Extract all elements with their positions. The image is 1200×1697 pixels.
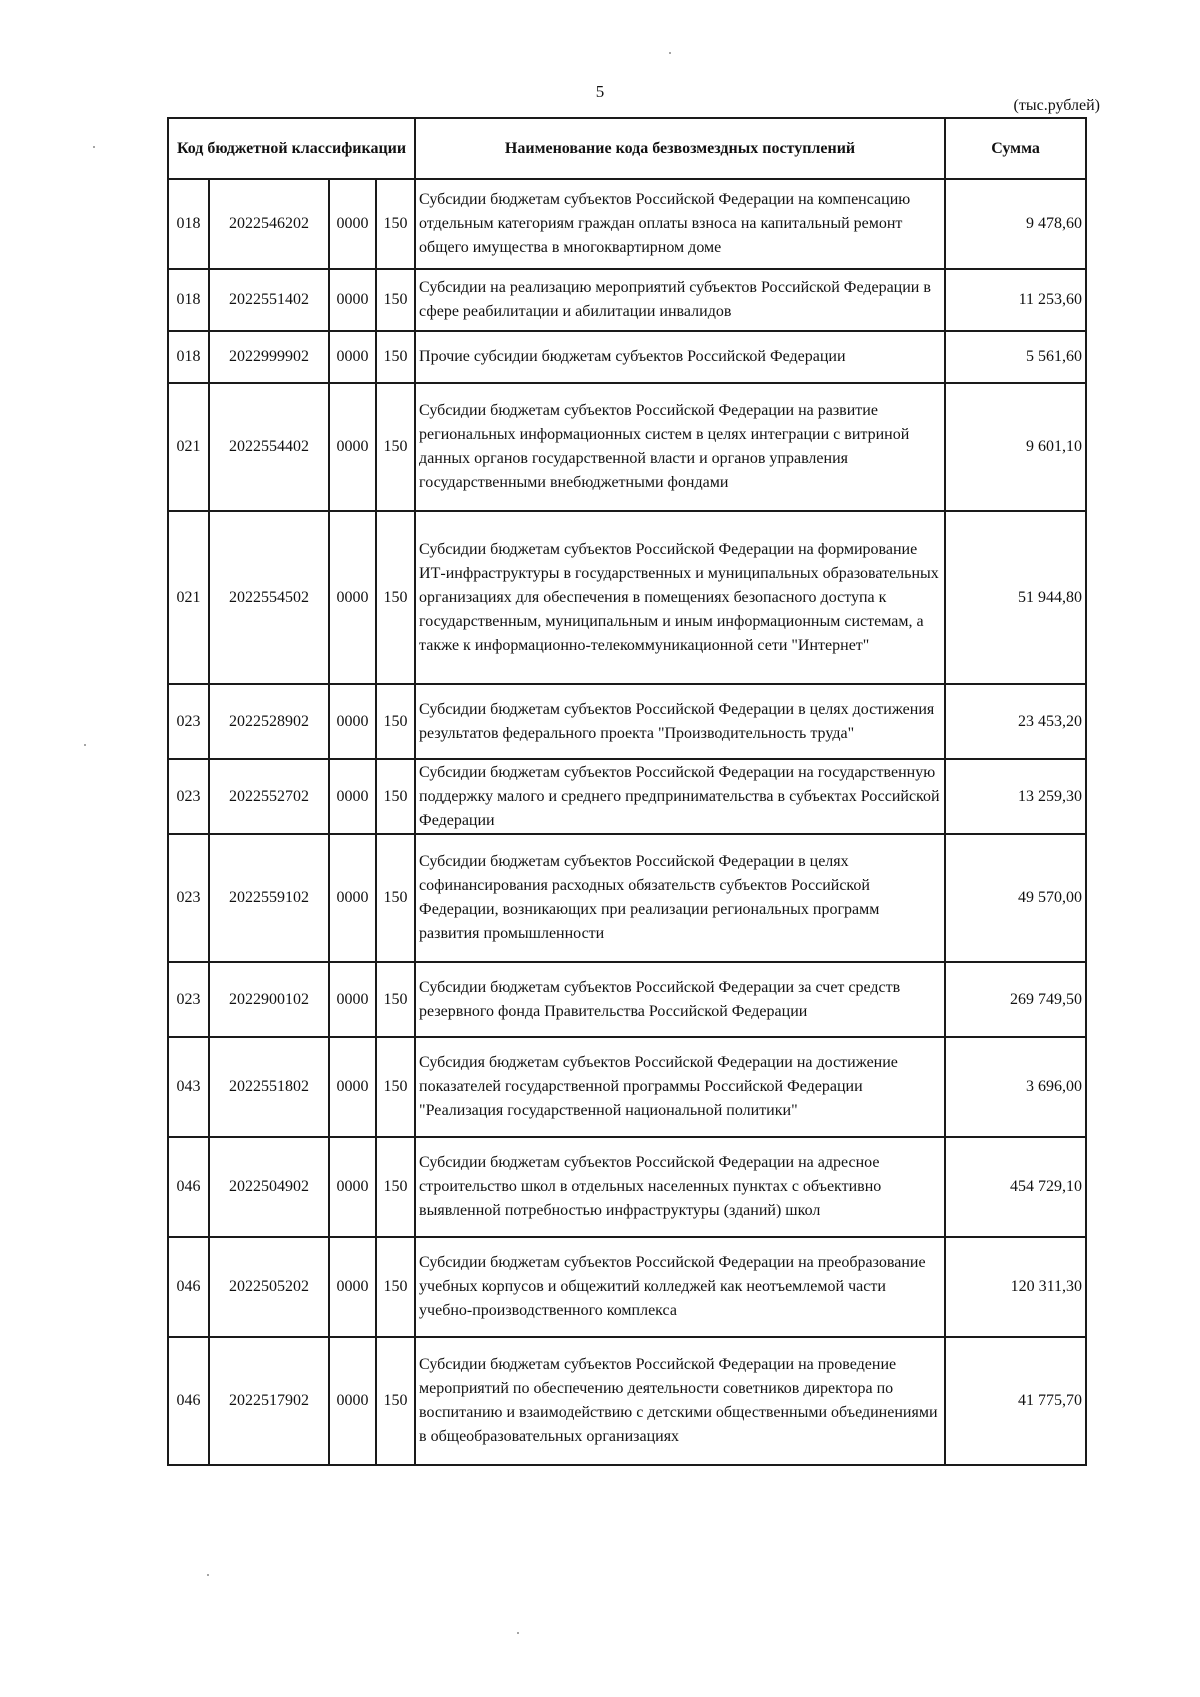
name-cell: Субсидии бюджетам субъектов Российской Федерации на формирование ИТ-инфраструктуры в государственных и муниципальных образовательных организациях для обеспечения в помещениях безопасного доступа к государственным, муниципальным и иным информационным системам, а также к информационно-телекоммуникационной сети "Интернет"	[415, 511, 945, 684]
sum-cell: 454 729,10	[945, 1137, 1086, 1237]
admin-code-cell: 043	[168, 1037, 209, 1137]
subtype-code-cell: 0000	[329, 1337, 376, 1465]
table-row	[168, 1137, 1086, 1237]
budget-code-cell: 2022504902	[209, 1137, 329, 1237]
budget-code-cell: 2022900102	[209, 962, 329, 1037]
name-cell: Прочие субсидии бюджетам субъектов Российской Федерации	[415, 331, 945, 383]
budget-code-cell: 2022554502	[209, 511, 329, 684]
sum-cell: 3 696,00	[945, 1037, 1086, 1137]
kosgu-code-cell: 150	[376, 962, 415, 1037]
name-cell: Субсидии бюджетам субъектов Российской Федерации в целях достижения результатов федерального проекта "Производительность труда"	[415, 684, 945, 759]
admin-code-cell: 046	[168, 1237, 209, 1337]
table-row	[168, 179, 1086, 269]
kosgu-code-cell: 150	[376, 759, 415, 834]
admin-code-cell: 046	[168, 1337, 209, 1465]
admin-code-cell: 023	[168, 759, 209, 834]
budget-code-cell: 2022554402	[209, 383, 329, 511]
subtype-code-cell: 0000	[329, 1037, 376, 1137]
table-row	[168, 1037, 1086, 1137]
subtype-code-cell: 0000	[329, 331, 376, 383]
budget-code-cell: 2022546202	[209, 179, 329, 269]
admin-code-cell: 018	[168, 331, 209, 383]
subtype-code-cell: 0000	[329, 759, 376, 834]
kosgu-code-cell: 150	[376, 1237, 415, 1337]
subtype-code-cell: 0000	[329, 511, 376, 684]
admin-code-cell: 046	[168, 1137, 209, 1237]
sum-cell: 120 311,30	[945, 1237, 1086, 1337]
scan-speck	[517, 1632, 519, 1634]
table-row	[168, 511, 1086, 684]
sum-cell: 11 253,60	[945, 269, 1086, 331]
scan-speck	[207, 1574, 209, 1576]
header-sum: Сумма	[945, 118, 1086, 179]
name-cell: Субсидии бюджетам субъектов Российской Федерации на компенсацию отдельным категориям граждан оплаты взноса на капитальный ремонт общего имущества в многоквартирном доме	[415, 179, 945, 269]
kosgu-code-cell: 150	[376, 834, 415, 962]
name-cell: Субсидии бюджетам субъектов Российской Федерации на адресное строительство школ в отдельных населенных пунктах с объективно выявленной потребностью инфраструктуры (зданий) школ	[415, 1137, 945, 1237]
kosgu-code-cell: 150	[376, 1037, 415, 1137]
budget-code-cell: 2022505202	[209, 1237, 329, 1337]
budget-table	[167, 117, 1087, 1466]
kosgu-code-cell: 150	[376, 383, 415, 511]
budget-code-cell: 2022559102	[209, 834, 329, 962]
budget-code-cell: 2022528902	[209, 684, 329, 759]
units-note: (тыс.рублей)	[1013, 97, 1100, 114]
sum-cell: 51 944,80	[945, 511, 1086, 684]
header-name: Наименование кода безвозмездных поступлений	[415, 118, 945, 179]
kosgu-code-cell: 150	[376, 511, 415, 684]
subtype-code-cell: 0000	[329, 269, 376, 331]
subtype-code-cell: 0000	[329, 834, 376, 962]
kosgu-code-cell: 150	[376, 179, 415, 269]
subtype-code-cell: 0000	[329, 179, 376, 269]
sum-cell: 13 259,30	[945, 759, 1086, 834]
table-header-row	[168, 118, 1086, 179]
scan-speck	[84, 744, 86, 746]
scan-speck	[669, 52, 671, 54]
table-row	[168, 684, 1086, 759]
kosgu-code-cell: 150	[376, 331, 415, 383]
scan-speck	[93, 146, 95, 148]
name-cell: Субсидии бюджетам субъектов Российской Федерации за счет средств резервного фонда Правительства Российской Федерации	[415, 962, 945, 1037]
table-row	[168, 1237, 1086, 1337]
admin-code-cell: 023	[168, 834, 209, 962]
kosgu-code-cell: 150	[376, 1137, 415, 1237]
page-number: 5	[595, 82, 605, 101]
admin-code-cell: 021	[168, 511, 209, 684]
budget-code-cell: 2022552702	[209, 759, 329, 834]
sum-cell: 9 478,60	[945, 179, 1086, 269]
name-cell: Субсидии бюджетам субъектов Российской Федерации на развитие региональных информационных систем в целях интеграции с витриной данных органов государственной власти и органов управления государственными внебюджетными фондами	[415, 383, 945, 511]
table-row	[168, 1337, 1086, 1465]
admin-code-cell: 018	[168, 269, 209, 331]
table-row	[168, 759, 1086, 834]
header-code: Код бюджетной классификации	[168, 118, 415, 179]
subtype-code-cell: 0000	[329, 962, 376, 1037]
subtype-code-cell: 0000	[329, 684, 376, 759]
subtype-code-cell: 0000	[329, 383, 376, 511]
admin-code-cell: 023	[168, 962, 209, 1037]
name-cell: Субсидии на реализацию мероприятий субъектов Российской Федерации в сфере реабилитации и абилитации инвалидов	[415, 269, 945, 331]
sum-cell: 41 775,70	[945, 1337, 1086, 1465]
sum-cell: 269 749,50	[945, 962, 1086, 1037]
budget-code-cell: 2022551802	[209, 1037, 329, 1137]
admin-code-cell: 023	[168, 684, 209, 759]
kosgu-code-cell: 150	[376, 269, 415, 331]
name-cell: Субсидии бюджетам субъектов Российской Федерации в целях софинансирования расходных обязательств субъектов Российской Федерации, возникающих при реализации региональных программ развития промышленности	[415, 834, 945, 962]
budget-code-cell: 2022551402	[209, 269, 329, 331]
admin-code-cell: 018	[168, 179, 209, 269]
budget-code-cell: 2022517902	[209, 1337, 329, 1465]
sum-cell: 49 570,00	[945, 834, 1086, 962]
admin-code-cell: 021	[168, 383, 209, 511]
kosgu-code-cell: 150	[376, 1337, 415, 1465]
table-row	[168, 962, 1086, 1037]
name-cell: Субсидии бюджетам субъектов Российской Федерации на преобразование учебных корпусов и общежитий колледжей как неотъемлемой части учебно-производственного комплекса	[415, 1237, 945, 1337]
table-row	[168, 269, 1086, 331]
sum-cell: 9 601,10	[945, 383, 1086, 511]
table-row	[168, 331, 1086, 383]
name-cell: Субсидия бюджетам субъектов Российской Федерации на достижение показателей государственной программы Российской Федерации "Реализация государственной национальной политики"	[415, 1037, 945, 1137]
kosgu-code-cell: 150	[376, 684, 415, 759]
sum-cell: 5 561,60	[945, 331, 1086, 383]
name-cell: Субсидии бюджетам субъектов Российской Федерации на проведение мероприятий по обеспечению деятельности советников директора по воспитанию и взаимодействию с детскими общественными объединениями в общеобразовательных организациях	[415, 1337, 945, 1465]
table-row	[168, 383, 1086, 511]
budget-code-cell: 2022999902	[209, 331, 329, 383]
subtype-code-cell: 0000	[329, 1137, 376, 1237]
name-cell: Субсидии бюджетам субъектов Российской Федерации на государственную поддержку малого и среднего предпринимательства в субъектах Российской Федерации	[415, 759, 945, 834]
subtype-code-cell: 0000	[329, 1237, 376, 1337]
table-row	[168, 834, 1086, 962]
sum-cell: 23 453,20	[945, 684, 1086, 759]
